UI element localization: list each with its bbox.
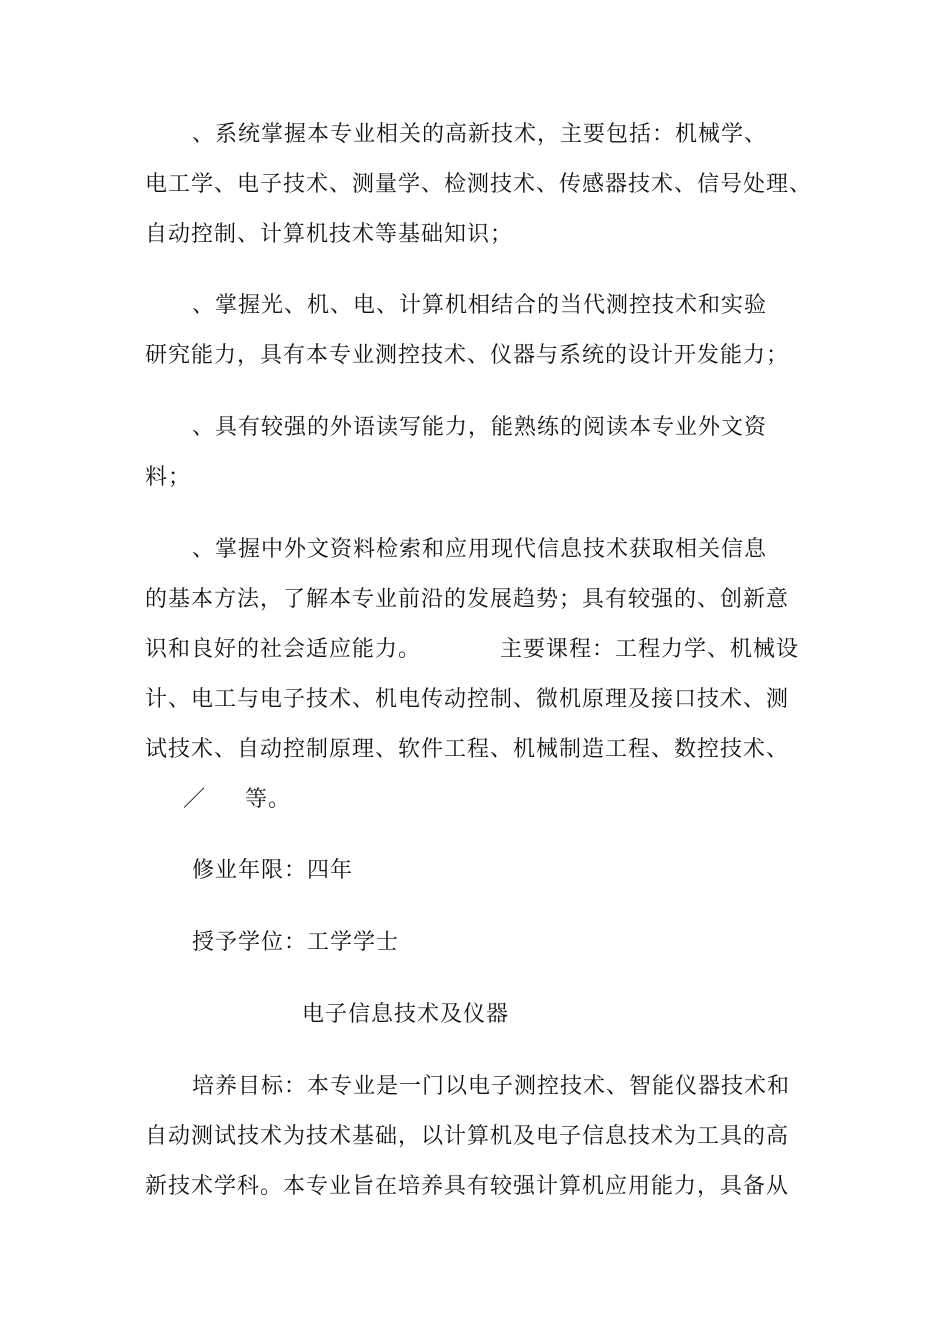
para4-line2: 的基本方法，了解本专业前沿的发展趋势；具有较强的、创新意 <box>145 587 790 612</box>
para4-line6a: ／ <box>183 787 207 812</box>
para1-line2: 电工学、电子技术、测量学、检测技术、传感器技术、信号处理、 <box>145 172 813 197</box>
para2-line2: 研究能力，具有本专业测控技术、仪器与系统的设计开发能力； <box>145 343 790 368</box>
section-title: 电子信息技术及仪器 <box>302 1002 510 1027</box>
degree-line: 授予学位：工学学士 <box>192 930 400 955</box>
duration-line: 修业年限：四年 <box>192 858 354 883</box>
para4-line4: 计、电工与电子技术、机电传动控制、微机原理及接口技术、测 <box>145 687 790 712</box>
para5-line3: 新技术学科。本专业旨在培养具有较强计算机应用能力，具备从 <box>145 1174 790 1199</box>
para4-line3b: 主要课程：工程力学、机械设 <box>500 637 800 662</box>
para3-line1: 、具有较强的外语读写能力，能熟练的阅读本专业外文资 <box>192 415 768 440</box>
para4-line6b: 等。 <box>245 787 292 812</box>
para4-line1: 、掌握中外文资料检索和应用现代信息技术获取相关信息 <box>192 537 768 562</box>
para1-line1: 、系统掌握本专业相关的高新技术，主要包括：机械学、 <box>192 122 768 147</box>
para1-line3: 自动控制、计算机技术等基础知识； <box>145 222 514 247</box>
para5-line1: 培养目标：本专业是一门以电子测控技术、智能仪器技术和 <box>192 1074 791 1099</box>
para5-line2: 自动测试技术为技术基础，以计算机及电子信息技术为工具的高 <box>145 1124 790 1149</box>
para4-line3a: 识和良好的社会适应能力。 <box>145 637 422 662</box>
para3-line2: 料； <box>145 465 192 490</box>
para2-line1: 、掌握光、机、电、计算机相结合的当代测控技术和实验 <box>192 293 768 318</box>
para4-line5: 试技术、自动控制原理、软件工程、机械制造工程、数控技术、 <box>145 737 790 762</box>
